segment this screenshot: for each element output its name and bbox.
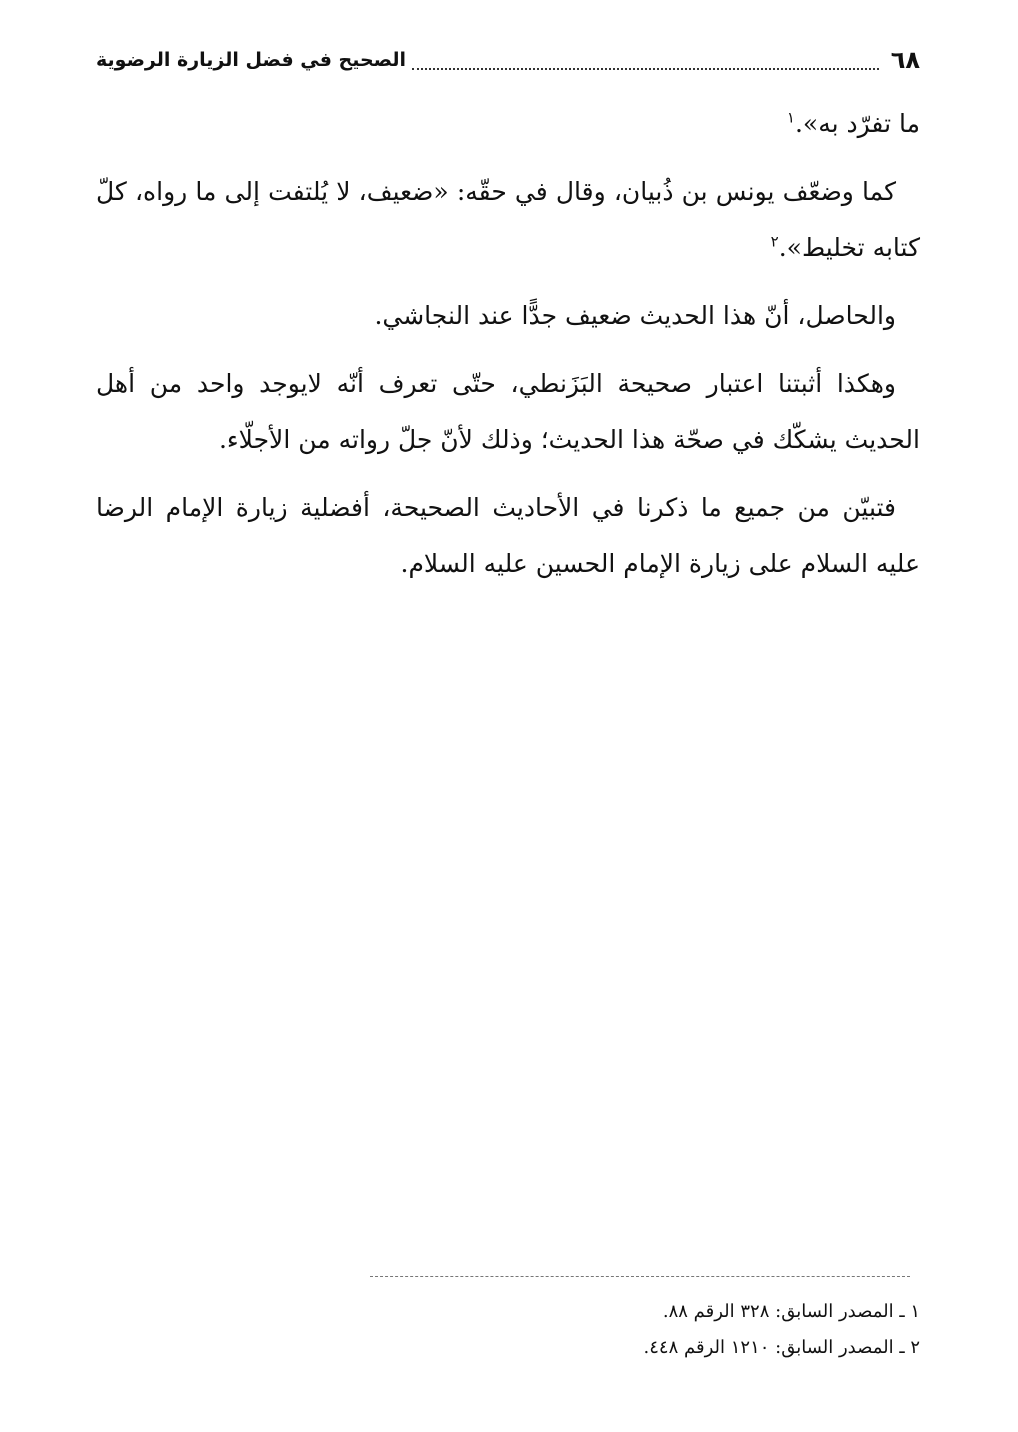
page-number: ٦٨ xyxy=(890,46,920,74)
paragraph-text: فتبيّن من جميع ما ذكرنا في الأحاديث الصحيحة، أفضلية زيارة الإمام الرضا عليه السلام على زيارة الإمام الحسين عليه السلام. xyxy=(96,493,920,578)
paragraph-text: ما تفرّد به». xyxy=(794,109,920,138)
paragraph-1 xyxy=(96,96,920,152)
paragraph-text: وهكذا أثبتنا اعتبار صحيحة البَزَنطي، حتّى تعرف أنّه لايوجد واحد من أهل الحديث يشكّك في صحّة هذا الحديث؛ وذلك لأنّ جلّ رواته من الأجلّاء. xyxy=(96,369,920,454)
paragraph-text: كما وضعّف يونس بن ذُبيان، وقال في حقّه: «ضعيف، لا يُلتفت إلى ما رواه، كلّ كتابه تخليط». xyxy=(96,177,920,262)
footnote-marker: ٢ xyxy=(770,232,779,251)
paragraph-3 xyxy=(96,288,920,344)
header-leader-dots xyxy=(412,58,879,70)
footnote-2: ٢ ـ المصدر السابق: ١٢١٠ الرقم ٤٤٨. xyxy=(643,1337,920,1358)
running-title: الصحيح في فضل الزيارة الرضوية xyxy=(96,49,407,71)
paragraph-text: والحاصل، أنّ هذا الحديث ضعيف جدًّا عند النجاشي. xyxy=(374,301,896,330)
paragraph-5 xyxy=(96,480,920,592)
body-text xyxy=(96,96,920,604)
footnotes xyxy=(96,1294,920,1366)
footnote-1: ١ ـ المصدر السابق: ٣٢٨ الرقم ٨٨. xyxy=(662,1301,920,1322)
page-header xyxy=(96,40,920,80)
paragraph-2 xyxy=(96,164,920,276)
paragraph-4 xyxy=(96,356,920,468)
footnote-divider xyxy=(370,1276,910,1277)
footnote-marker: ١ xyxy=(786,108,795,127)
